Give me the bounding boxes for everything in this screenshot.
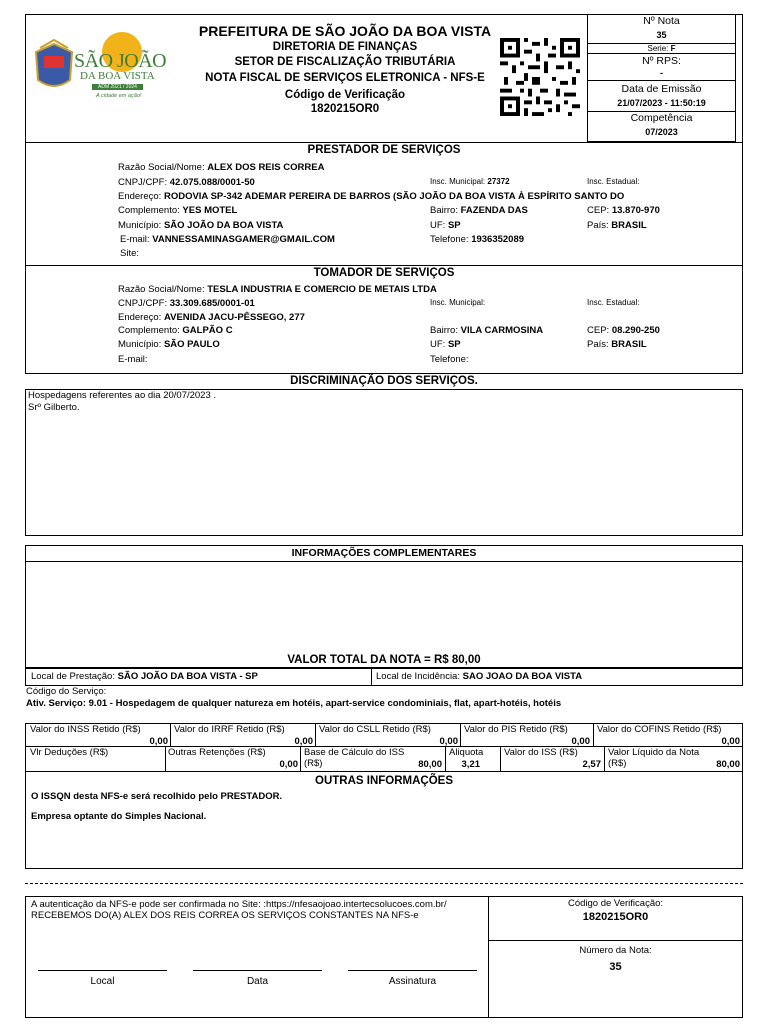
local-prestacao: Local de Prestação: SÃO JOÃO DA BOA VISTA - SP (31, 671, 258, 682)
emissao-label: Data de Emissão (621, 83, 702, 95)
tomador-municipio: Município: SÃO PAULO (118, 339, 220, 350)
rps-value: - (660, 68, 663, 78)
local-signature-line[interactable] (38, 970, 167, 971)
tomador-pais: País: BRASIL (587, 339, 647, 350)
discriminacao-line-2: Srº Gilberto. (28, 402, 80, 413)
canhoto-num-label: Número da Nota: (579, 945, 652, 956)
valor-total (25, 654, 743, 666)
tomador-email: E-mail: (118, 354, 148, 365)
prestador-pais: País: BRASIL (587, 220, 647, 231)
serie-label: Serie: (647, 44, 669, 53)
city-title: PREFEITURA DE SÃO JOÃO DA BOA VISTA (198, 23, 492, 39)
inss-label: Valor do INSS Retido (R$) (30, 724, 141, 735)
emissao-value: 21/07/2023 - 11:50:19 (617, 98, 706, 108)
servico-ativ: Ativ. Serviço: 9.01 - Hospedagem de qualquer natureza em hotéis, apart-service condominiais, flat, apart-hotéis, hotéis (26, 698, 562, 709)
outras-info-line-1: O ISSQN desta NFS-e será recolhido pelo PRESTADOR. (31, 791, 283, 802)
canhoto-num: 35 (609, 961, 622, 973)
csll-label: Valor do CSLL Retido (R$) (319, 724, 431, 735)
info-compl-title: INFORMAÇÕES COMPLEMENTARES (291, 547, 477, 559)
assinatura-label: Assinatura (388, 976, 437, 987)
verif-code: 1820215OR0 (310, 103, 380, 115)
assinatura-signature-line[interactable] (348, 970, 477, 971)
tomador-im: Insc. Municipal: (430, 298, 486, 307)
pis-label: Valor do PIS Retido (R$) (464, 724, 568, 735)
prestador-complemento: Complemento: YES MOTEL (118, 205, 238, 216)
city-logo (30, 30, 170, 110)
base-label: Base de Cálculo do ISS (R$) (304, 747, 405, 769)
canhoto-verif-label: Código de Verificação: (567, 898, 664, 909)
tomador-cep: CEP: 08.290-250 (587, 325, 660, 336)
outras-label: Outras Retenções (R$) (168, 747, 266, 758)
prestador-site: Site: (120, 248, 140, 259)
prestador-ie: Insc. Estadual: (587, 177, 640, 186)
outras-info-title: OUTRAS INFORMAÇÕES (315, 775, 453, 787)
outras-value: 0,00 (279, 759, 298, 770)
logo-text-4: A cidade em ação! (96, 93, 142, 99)
prestador-municipio: Município: SÃO JOÃO DA BOA VISTA (118, 220, 284, 231)
discriminacao-line-1: Hospedagens referentes ao dia 20/07/2023 . (28, 390, 217, 401)
prestador-telefone: Telefone: 1936352089 (430, 234, 525, 245)
liquido-value: 80,00 (716, 759, 740, 770)
prestador-im: Insc. Municipal: 27372 (430, 177, 510, 186)
liquido-label: Valor Líquido da Nota (R$) (608, 747, 700, 769)
competencia-value: 07/2023 (645, 127, 678, 137)
pis-value: 0,00 (571, 736, 590, 747)
local-label: Local (90, 976, 115, 987)
cofins-value: 0,00 (721, 736, 740, 747)
tomador-title: TOMADOR DE SERVIÇOS (313, 267, 455, 279)
dept-1: DIRETORIA DE FINANÇAS (272, 41, 418, 53)
tomador-bairro: Bairro: VILA CARMOSINA (430, 325, 544, 336)
prestador-cep: CEP: 13.870-970 (587, 205, 660, 216)
valor-total-label: VALOR TOTAL DA NOTA = (287, 654, 431, 666)
data-label: Data (246, 976, 269, 987)
data-signature-line[interactable] (193, 970, 322, 971)
canhoto-verif: 1820215OR0 (582, 911, 649, 923)
prestador-email: E-mail: VANNESSAMINASGAMER@GMAIL.COM (120, 234, 335, 245)
tomador-ie: Insc. Estadual: (587, 298, 640, 307)
outras-info-line-2: Empresa optante do Simples Nacional. (31, 811, 207, 822)
iss-label: Valor do ISS (R$) (504, 747, 578, 758)
qr-code-icon[interactable] (500, 38, 580, 116)
discriminacao-box (25, 389, 743, 536)
irrf-label: Valor do IRRF Retido (R$) (174, 724, 285, 735)
logo-text-2: DA BOA VISTA (80, 70, 155, 82)
logo-text-3: ADM 2021 / 2024 (92, 84, 143, 90)
prestador-razao: Razão Social/Nome: ALEX DOS REIS CORREA (118, 162, 325, 173)
prestador-cnpj: CNPJ/CPF: 42.075.088/0001-50 (118, 177, 255, 188)
cut-line (25, 883, 743, 884)
prestador-title: PRESTADOR DE SERVIÇOS (307, 144, 461, 156)
tomador-razao: Razão Social/Nome: TESLA INDUSTRIA E COMERCIO DE METAIS LTDA (118, 284, 437, 295)
deducoes-label: Vlr Deduções (R$) (30, 747, 109, 758)
competencia-label: Competência (630, 112, 693, 124)
nota-num: 35 (656, 30, 667, 40)
logo-text-1: SÃO JOÃO (74, 50, 167, 72)
valor-total-value: R$ 80,00 (433, 654, 481, 666)
tomador-endereco: Endereço: AVENIDA JACU-PÊSSEGO, 277 (118, 312, 305, 323)
nota-serie (587, 44, 736, 53)
prestador-endereco: Endereço: RODOVIA SP-342 ADEMAR PEREIRA DE BARROS (SÃO JOÃO DA BOA VISTA À ESPÍRITO SANTO DO (118, 191, 625, 202)
discriminacao-title: DISCRIMINAÇÃO DOS SERVIÇOS. (290, 375, 478, 387)
iss-value: 2,57 (582, 759, 601, 770)
prestador-uf: UF: SP (430, 220, 461, 231)
info-compl-box (25, 545, 743, 668)
tomador-complemento: Complemento: GALPÃO C (118, 325, 233, 336)
tomador-cnpj: CNPJ/CPF: 33.309.685/0001-01 (118, 298, 255, 309)
nota-num-label: Nº Nota (643, 15, 680, 27)
base-value: 80,00 (418, 759, 442, 770)
verif-label: Código de Verificação (284, 89, 406, 101)
inss-value: 0,00 (149, 736, 168, 747)
doc-title: NOTA FISCAL DE SERVIÇOS ELETRÔNICA - NFS-E (205, 72, 485, 84)
cofins-label: Valor do COFINS Retido (R$) (597, 724, 722, 735)
canhoto-auth: A autenticação da NFS-e pode ser confirmada no Site: :https://nfesaojoao.intertecsolucoes.com.br/ (31, 899, 447, 910)
rps-label: Nº RPS: (642, 55, 681, 67)
aliquota-label: Aliquota (449, 747, 484, 758)
prestador-bairro: Bairro: FAZENDA DAS (430, 205, 528, 216)
servico-code-label: Código do Serviço: (26, 686, 107, 697)
tomador-uf: UF: SP (430, 339, 461, 350)
irrf-value: 0,00 (294, 736, 313, 747)
tomador-telefone: Telefone: (430, 354, 469, 365)
dept-2: SETOR DE FISCALIZAÇÃO TRIBUTÁRIA (234, 56, 456, 68)
aliquota-value: 3,21 (461, 759, 480, 770)
serie-value: F (670, 44, 676, 53)
csll-value: 0,00 (439, 736, 458, 747)
canhoto-receb: RECEBEMOS DO(A) ALEX DOS REIS CORREA OS SERVIÇOS CONSTANTES NA NFS-e (31, 910, 419, 921)
local-incidencia: Local de Incidência: SAO JOAO DA BOA VISTA (376, 671, 583, 682)
